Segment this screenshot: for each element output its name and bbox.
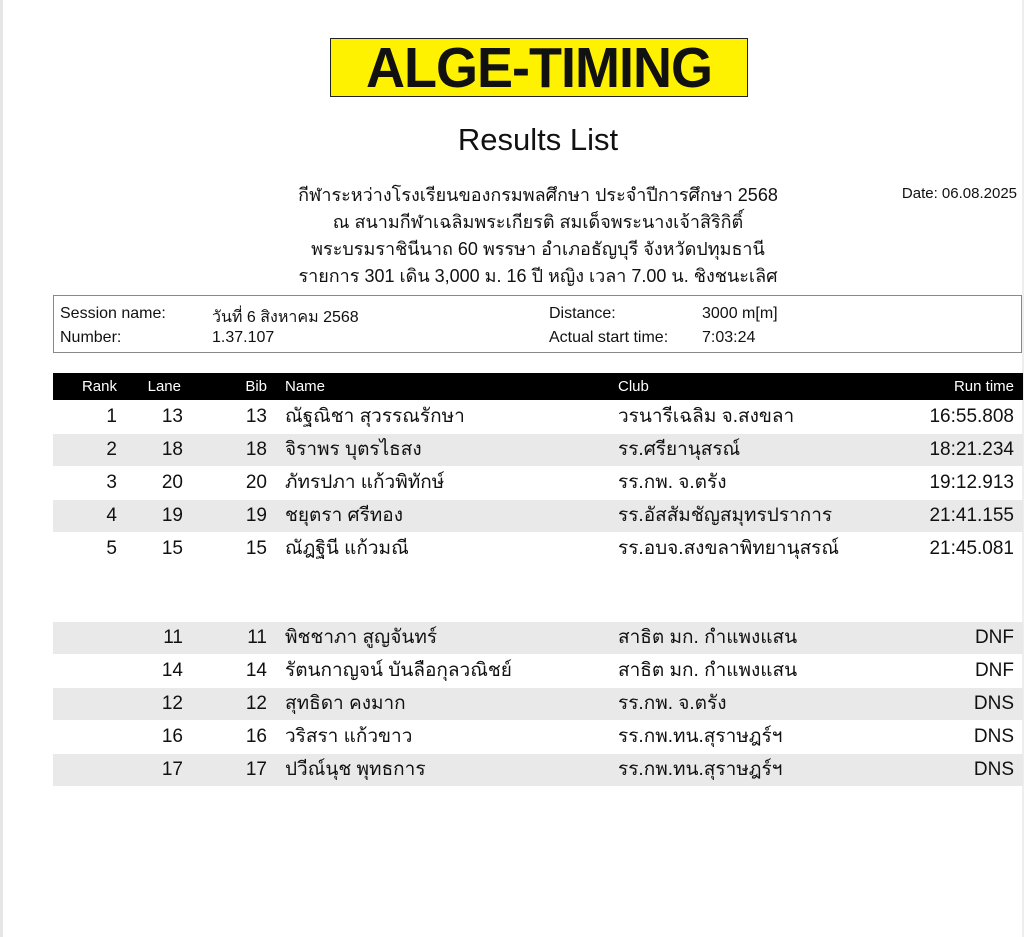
table-row [53, 688, 1023, 720]
page-title: Results List [457, 122, 619, 157]
club-cell: สาธิต มก. กำแพงแสน [618, 660, 798, 681]
number-value: 1.37.107 [212, 329, 275, 346]
name-cell: ณัฎฐินี แก้วมณี [285, 538, 409, 559]
subtitle-line-2: ณ สนามกีฬาเฉลิมพระเกียรติ สมเด็จพระนางเจ้าสิริกิติ์ [332, 212, 744, 232]
name-cell: รัตนกาญจน์ บันลือกุลวณิชย์ [285, 660, 512, 681]
bib-cell: 15 [245, 538, 267, 559]
bib-cell: 16 [245, 726, 267, 747]
name-cell: พิชชาภา สูญจันทร์ [285, 627, 438, 648]
start-time-label: Actual start time: [549, 329, 669, 346]
name-cell: ณัฐณิชา สุวรรณรักษา [285, 406, 465, 427]
name-cell: ชยุตรา ศรีทอง [285, 505, 403, 526]
lane-cell: 20 [161, 472, 183, 493]
bib-cell: 11 [247, 627, 267, 648]
name-cell: สุทธิดา คงมาก [285, 693, 406, 714]
lane-cell: 16 [161, 726, 183, 747]
lane-cell: 14 [161, 660, 183, 681]
bib-cell: 19 [245, 505, 267, 526]
run-time-cell: DNS [973, 726, 1014, 747]
table-row [53, 533, 1023, 565]
run-time-cell: DNS [973, 693, 1014, 714]
bib-cell: 20 [245, 472, 267, 493]
session-info-box [53, 295, 1022, 353]
results-table-header [53, 373, 1023, 400]
name-cell: วริสรา แก้วขาว [285, 726, 413, 747]
lane-cell: 12 [161, 693, 183, 714]
lane-cell: 13 [161, 406, 183, 427]
lane-cell: 17 [161, 759, 183, 780]
distance-label: Distance: [549, 305, 616, 322]
run-time-cell: DNF [974, 660, 1014, 681]
table-row [53, 754, 1023, 786]
rank-cell: 1 [106, 406, 117, 427]
lane-cell: 18 [161, 439, 183, 460]
name-cell: ปวีณ์นุช พุทธการ [285, 759, 426, 780]
club-cell: รร.กพ. จ.ตรัง [618, 472, 727, 493]
subtitle-line-4: รายการ 301 เดิน 3,000 ม. 16 ปี หญิง เวลา 7.00 น. ชิงชนะเลิศ [298, 266, 778, 286]
lane-cell: 11 [163, 627, 183, 648]
club-cell: รร.กพ.ทน.สุราษฎร์ฯ [618, 759, 783, 780]
rank-cell: 5 [106, 538, 117, 559]
run-time-cell: 21:45.081 [929, 538, 1014, 559]
column-run-time: Run time [953, 378, 1014, 395]
club-cell: รร.อัสสัมชัญสมุทรปราการ [618, 505, 833, 526]
rank-cell: 3 [106, 472, 117, 493]
club-cell: วรนารีเฉลิม จ.สงขลา [618, 406, 795, 427]
table-row [53, 500, 1023, 532]
date-label: Date: 06.08.2025 [901, 185, 1017, 202]
bib-cell: 17 [245, 759, 267, 780]
run-time-cell: 19:12.913 [929, 472, 1014, 493]
bib-cell: 12 [245, 693, 267, 714]
subtitle-line-3: พระบรมราชินีนาถ 60 พรรษา อำเภอธัญบุรี จังหวัดปทุมธานี [311, 239, 765, 259]
column-bib: Bib [245, 378, 267, 395]
column-rank: Rank [81, 378, 117, 395]
table-row [53, 622, 1023, 654]
session-name-value: วันที่ 6 สิงหาคม 2568 [212, 309, 359, 326]
subtitle-line-1: กีฬาระหว่างโรงเรียนของกรมพลศึกษา ประจำปีการศึกษา 2568 [298, 185, 778, 205]
table-row [53, 655, 1023, 687]
lane-cell: 15 [161, 538, 183, 559]
table-row [53, 721, 1023, 753]
run-time-cell: DNF [974, 627, 1014, 648]
start-time-value: 7:03:24 [702, 329, 756, 346]
club-cell: รร.กพ.ทน.สุราษฎร์ฯ [618, 726, 783, 747]
run-time-cell: 21:41.155 [929, 505, 1014, 526]
bib-cell: 14 [245, 660, 267, 681]
club-cell: รร.ศรียานุสรณ์ [618, 439, 741, 460]
name-cell: จิราพร บุตรไธสง [285, 439, 422, 460]
column-lane: Lane [147, 378, 181, 395]
table-row [53, 401, 1023, 433]
column-club: Club [618, 378, 649, 395]
bib-cell: 18 [245, 439, 267, 460]
bib-cell: 13 [245, 406, 267, 427]
rank-cell: 4 [106, 505, 117, 526]
alge-timing-logo [330, 38, 748, 97]
distance-value: 3000 m[m] [702, 305, 778, 322]
run-time-cell: 18:21.234 [929, 439, 1014, 460]
lane-cell: 19 [161, 505, 183, 526]
session-name-label: Session name: [60, 305, 166, 322]
table-row [53, 434, 1023, 466]
name-cell: ภัทรปภา แก้วพิทักษ์ [285, 472, 445, 493]
run-time-cell: 16:55.808 [929, 406, 1014, 427]
run-time-cell: DNS [973, 759, 1014, 780]
rank-cell: 2 [106, 439, 117, 460]
club-cell: รร.กพ. จ.ตรัง [618, 693, 727, 714]
table-row [53, 467, 1023, 499]
column-name: Name [285, 378, 326, 395]
club-cell: รร.อบจ.สงขลาพิทยานุสรณ์ [618, 538, 840, 559]
club-cell: สาธิต มก. กำแพงแสน [618, 627, 798, 648]
number-label: Number: [60, 329, 122, 346]
logo-text: ALGE-TIMING [366, 36, 712, 99]
